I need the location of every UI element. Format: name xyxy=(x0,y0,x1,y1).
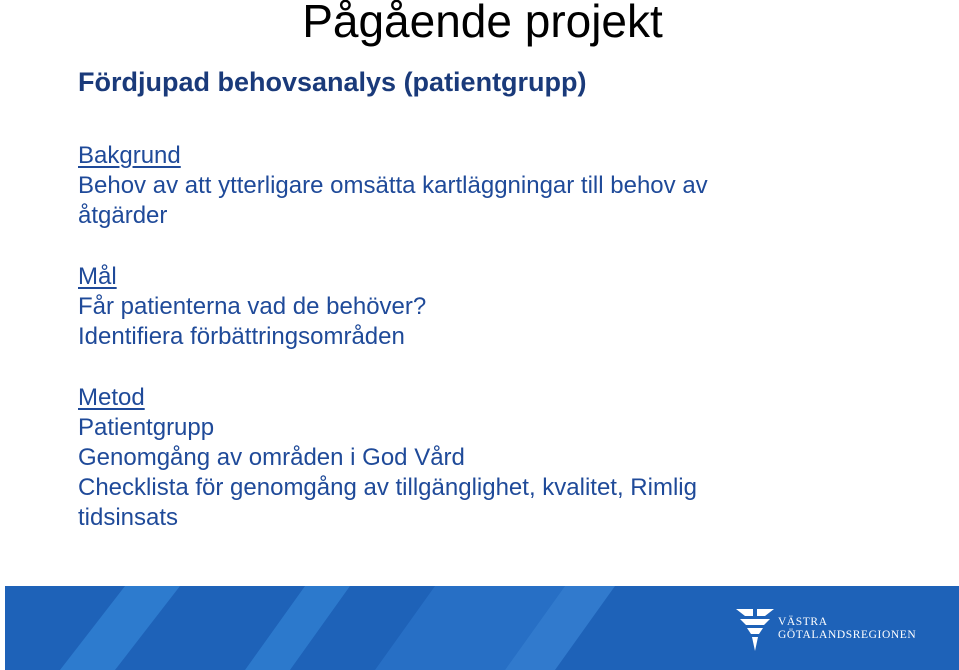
method-line-2: Genomgång av områden i God Vård xyxy=(78,444,465,471)
logo-line-2: GÖTALANDSREGIONEN xyxy=(778,629,917,641)
goal-heading: Mål xyxy=(78,263,117,290)
section-gap xyxy=(78,231,898,262)
logo-line-1: VÄSTRA xyxy=(778,616,828,628)
method-line-3: Checklista för genomgång av tillgänglighet, kvalitet, Rimlig xyxy=(78,474,697,501)
slide-subtitle: Fördjupad behovsanalys (patientgrupp) xyxy=(78,67,587,97)
goal-line-1: Får patienterna vad de behöver? xyxy=(78,293,427,320)
vgr-logo-text xyxy=(778,616,916,642)
section-gap xyxy=(78,352,898,383)
vgr-logo-mark-icon xyxy=(736,609,774,651)
background-line-1: Behov av att ytterligare omsätta kartläggningar till behov av xyxy=(78,172,708,199)
slide-body xyxy=(78,141,898,533)
method-line-4: tidsinsats xyxy=(78,504,179,531)
background-line-2: åtgärder xyxy=(78,202,168,229)
method-line-1: Patientgrupp xyxy=(78,414,215,441)
goal-line-2: Identifiera förbättringsområden xyxy=(78,323,405,350)
background-heading: Bakgrund xyxy=(78,142,181,169)
slide-title: Pågående projekt xyxy=(302,0,663,47)
method-heading: Metod xyxy=(78,384,145,411)
footer-band xyxy=(5,586,959,670)
